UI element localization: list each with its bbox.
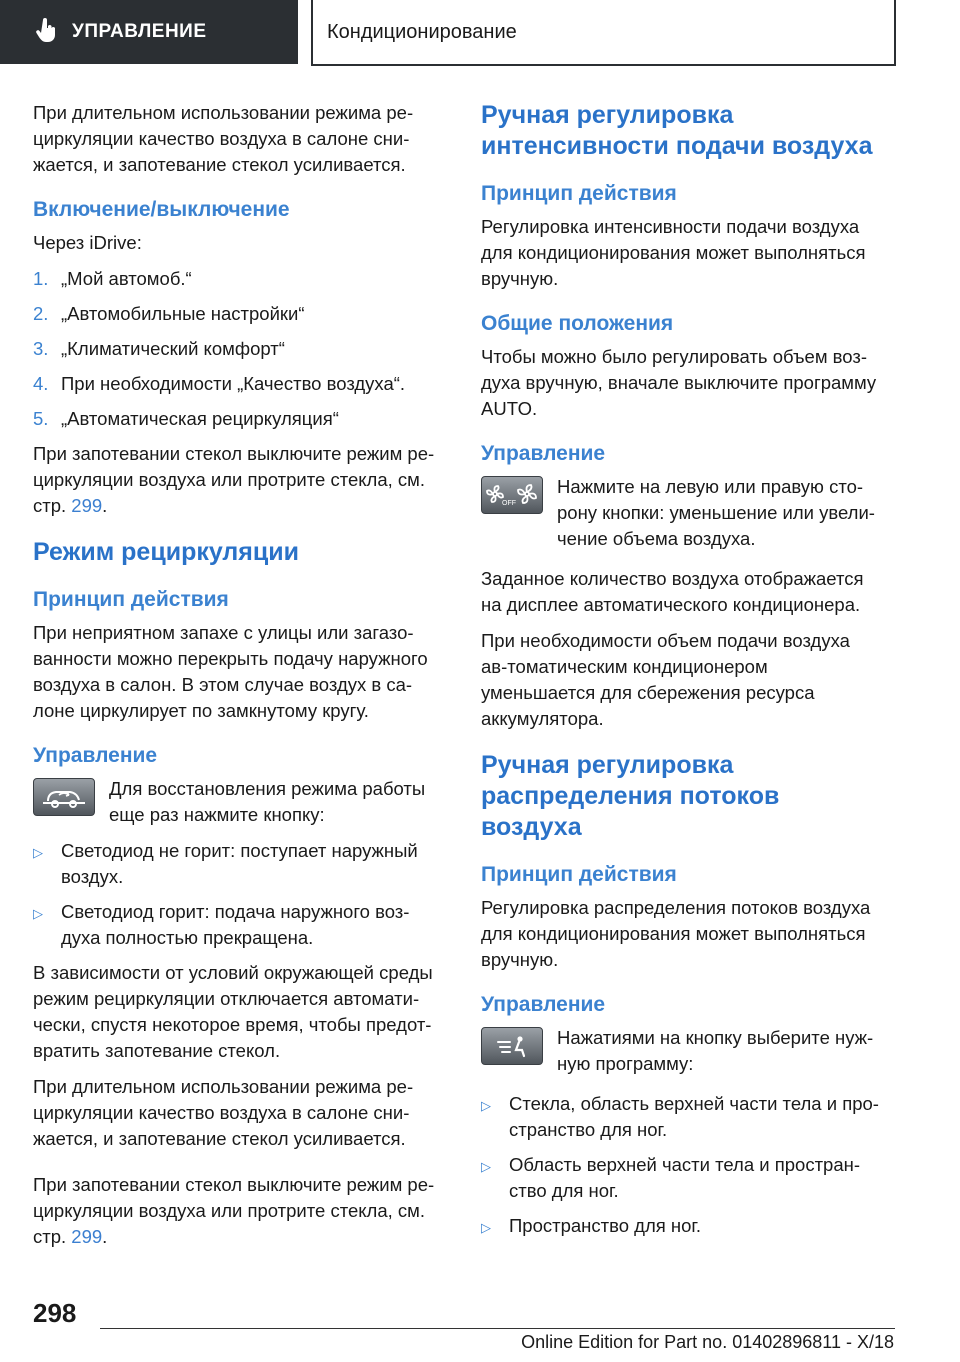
manual-intensity-heading: Ручная регулировка интенсивности подачи воздуха — [481, 101, 873, 160]
svg-text:OFF: OFF — [502, 500, 516, 507]
page-link[interactable]: 299 — [71, 495, 103, 516]
principle-paragraph: Регулировка интенсивности подачи воздуха для кондиционирования может выполняться вручную. — [481, 216, 866, 289]
page-number: 298 — [33, 1298, 77, 1328]
triangle-bullet-icon: ▷ — [481, 1098, 491, 1113]
list-item: 1. „Мой автомоб.“ — [33, 268, 192, 289]
recirculation-button-icon — [33, 778, 95, 816]
triangle-bullet-icon: ▷ — [33, 845, 43, 860]
control-paragraph: Нажмите на левую или правую сто-рону кнопки: уменьшение или увели-чение объема воздуха. — [557, 476, 875, 549]
onoff-heading: Включение/выключение — [33, 198, 290, 221]
principle-paragraph: При неприятном запахе с улицы или загазо-ванности можно перекрыть подачу наружного воздуха в салон. В этом случае воздух в са-лоне циркулирует по замкнутому кругу. — [33, 622, 428, 721]
via-idrive-text: Через iDrive: — [33, 232, 142, 253]
list-item: 2. „Автомобильные настройки“ — [33, 303, 305, 324]
auto-reduce-paragraph: При необходимости объем подачи воздуха ав-томатическим кондиционером уменьшается для сбережения ресурса аккумулятора. — [481, 630, 850, 729]
list-item: ▷ Светодиод не горит: поступает наружный воздух. — [33, 838, 448, 890]
principle2-paragraph: Регулировка распределения потоков воздуха для кондиционирования может выполняться вручную. — [481, 897, 871, 970]
control2-paragraph: Нажатиями на кнопку выберите нуж-ную программу: — [557, 1027, 874, 1074]
list-item: ▷ Пространство для ног. — [481, 1213, 881, 1241]
list-item: ▷ Стекла, область верхней части тела и про-странство для ног. — [481, 1091, 881, 1143]
list-item: 4. При необходимости „Качество воздуха“. — [33, 373, 406, 394]
fan-button-row — [481, 474, 881, 552]
recirc-button-row — [33, 776, 448, 828]
chapter-title: Кондиционирование — [327, 20, 517, 43]
chapter-tab — [311, 0, 896, 66]
edition-note: Online Edition for Part no. 01402896811 - X/18 — [521, 1332, 894, 1352]
distribution-button-row — [481, 1025, 881, 1077]
page-header — [0, 0, 960, 66]
program-list — [481, 1091, 881, 1241]
fog2-paragraph: При запотевании стекол выключите режим ре-циркуляции воздуха или протрите стекла, см. стр. 299. — [33, 1174, 435, 1247]
page-footer — [0, 1290, 960, 1362]
fog-paragraph: При запотевании стекол выключите режим ре-циркуляции воздуха или протрите стекла, см. стр. 299. — [33, 443, 435, 516]
list-item: 5. „Автоматическая рециркуляция“ — [33, 408, 339, 429]
air-distribution-button-icon — [481, 1027, 543, 1065]
list-item: 3. „Климатический комфорт“ — [33, 338, 285, 359]
principle2-heading: Принцип действия — [481, 863, 677, 886]
recirc-heading: Режим рециркуляции — [33, 538, 300, 566]
principle-heading: Принцип действия — [481, 182, 677, 205]
general-paragraph: Чтобы можно было регулировать объем воз-духа вручную, вначале выключите программу AUTO. — [481, 346, 877, 419]
control-paragraph: Для восстановления режима работы еще раз нажмите кнопку: — [109, 778, 426, 825]
list-item: ▷ Область верхней части тела и простран-ство для ног. — [481, 1152, 881, 1204]
distribution-heading: Ручная регулировка распределения потоков воздуха — [481, 751, 780, 841]
display-paragraph: Заданное количество воздуха отображается на дисплее автоматического кондиционера. — [481, 568, 864, 615]
auto-paragraph: В зависимости от условий окружающей среды режим рециркуляции отключается автомати-чески, спустя некоторое время, чтобы предот-вратить запотевание стекол. — [33, 962, 433, 1061]
triangle-bullet-icon: ▷ — [481, 1159, 491, 1174]
led-list — [33, 838, 448, 951]
control2-heading: Управление — [481, 993, 606, 1016]
principle-heading: Принцип действия — [33, 588, 229, 611]
control-heading: Управление — [33, 744, 158, 767]
section-tab — [0, 0, 298, 64]
control-heading: Управление — [481, 442, 606, 465]
section-title: УПРАВЛЕНИЕ — [72, 21, 207, 42]
intro2-paragraph: При длительном использовании режима ре-циркуляции качество воздуха в салоне сни-жается, и запотевание стекол усиливается. — [33, 1076, 414, 1149]
triangle-bullet-icon: ▷ — [481, 1220, 491, 1235]
intro-paragraph: При длительном использовании режима ре-циркуляции качество воздуха в салоне сни-жается, и запотевание стекол усиливается. — [33, 102, 414, 175]
right-column — [481, 100, 881, 1250]
fan-off-button-icon — [481, 476, 543, 514]
page-link[interactable]: 299 — [71, 1226, 103, 1247]
list-item: ▷ Светодиод горит: подача наружного воз-духа полностью прекращена. — [33, 899, 448, 951]
hand-pointer-icon — [36, 18, 58, 47]
footer-divider — [100, 1328, 895, 1329]
steps-list — [33, 266, 448, 432]
general-heading: Общие положения — [481, 312, 674, 335]
left-column — [33, 100, 448, 1260]
triangle-bullet-icon: ▷ — [33, 906, 43, 921]
